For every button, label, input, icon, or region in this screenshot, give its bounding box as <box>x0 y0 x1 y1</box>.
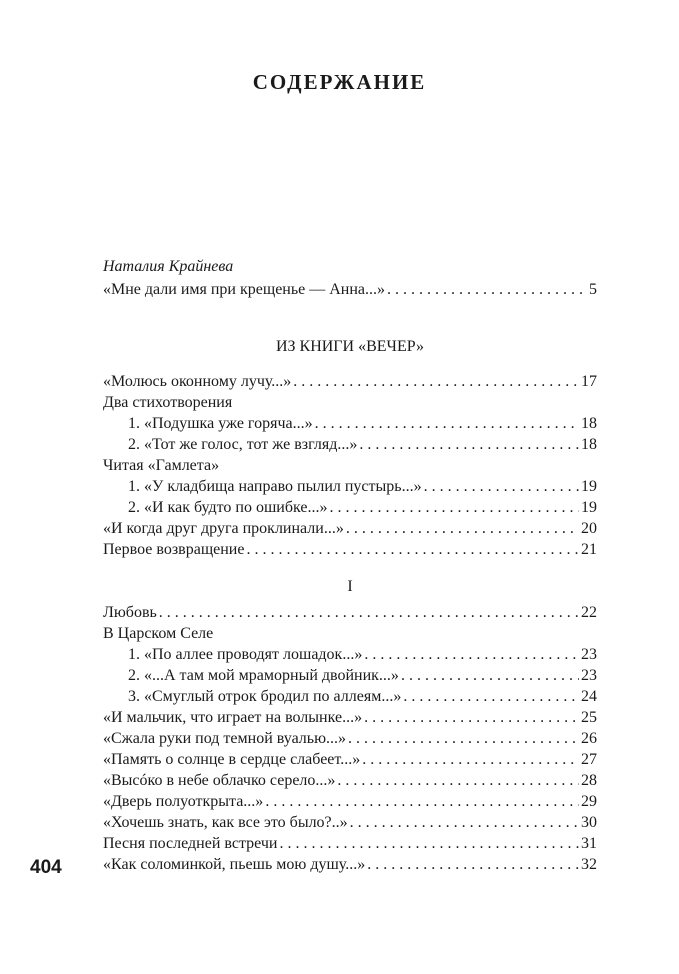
toc-group-heading: Читая «Гамлета» <box>103 457 220 474</box>
leader-dots <box>293 371 579 392</box>
toc-entry-label: 1. «По аллее проводят лошадок...» <box>128 646 363 663</box>
leader-dots <box>350 812 579 833</box>
leader-dots <box>401 665 579 686</box>
toc-entry-page: 28 <box>581 772 597 789</box>
toc-entry-page: 17 <box>581 373 597 390</box>
leader-dots <box>329 497 579 518</box>
toc-entry-page: 29 <box>581 793 597 810</box>
leader-dots <box>279 833 579 854</box>
toc-entry[interactable] <box>103 749 597 770</box>
toc-entry-page: 21 <box>581 541 597 558</box>
toc-entry[interactable] <box>128 476 597 497</box>
toc-entry[interactable] <box>103 728 597 749</box>
toc-entry[interactable] <box>103 602 597 623</box>
toc-entry-label: «Мне дали имя при крещенье — Анна...» <box>103 281 386 298</box>
leader-dots <box>337 770 579 791</box>
toc-entry-label: Песня последней встречи <box>103 835 278 852</box>
leader-dots <box>246 539 579 560</box>
section-heading-vecher: ИЗ КНИГИ «ВЕЧЕР» <box>275 338 425 355</box>
toc-entry-label: «Память о солнце в сердце слабеет...» <box>103 751 361 768</box>
toc-entry-label: «Хочешь знать, как все это было?..» <box>103 814 348 831</box>
toc-entry[interactable] <box>103 770 597 791</box>
toc-entry-page: 27 <box>581 751 597 768</box>
toc-entry[interactable] <box>103 791 597 812</box>
toc-entry-page: 18 <box>581 436 597 453</box>
toc-entry-label: «Как соломинкой, пьешь мою душу...» <box>103 856 366 873</box>
toc-entry[interactable] <box>128 497 597 518</box>
toc-entry-page: 25 <box>581 709 597 726</box>
leader-dots <box>403 686 579 707</box>
toc-entry[interactable] <box>103 707 597 728</box>
toc-entry[interactable] <box>103 854 597 875</box>
toc-entry[interactable] <box>128 434 597 455</box>
leader-dots <box>315 413 579 434</box>
leader-dots <box>265 791 579 812</box>
intro-author: Наталия Крайнева <box>103 258 234 275</box>
toc-entry-page: 19 <box>581 499 597 516</box>
toc-entry-page: 31 <box>581 835 597 852</box>
toc-entry-page: 26 <box>581 730 597 747</box>
leader-dots <box>362 749 579 770</box>
toc-entry-page: 23 <box>581 667 597 684</box>
leader-dots <box>364 644 579 665</box>
toc-entry-label: Любовь <box>103 604 157 621</box>
toc-entry[interactable] <box>128 665 597 686</box>
toc-entry-label: Первое возвращение <box>103 541 245 558</box>
page-folio: 404 <box>30 857 62 878</box>
toc-entry-page: 30 <box>581 814 597 831</box>
toc-entry[interactable] <box>103 371 597 392</box>
toc-entry[interactable] <box>128 413 597 434</box>
toc-entry[interactable] <box>128 686 597 707</box>
toc-entry-page: 5 <box>589 281 597 298</box>
toc-entry-page: 23 <box>581 646 597 663</box>
page-title: СОДЕРЖАНИЕ <box>252 70 427 94</box>
toc-entry-page: 19 <box>581 478 597 495</box>
toc-entry-label: 2. «Тот же голос, тот же взгляд...» <box>128 436 358 453</box>
toc-entry[interactable] <box>128 644 597 665</box>
leader-dots <box>367 854 579 875</box>
leader-dots <box>424 476 579 497</box>
toc-entry[interactable] <box>103 539 597 560</box>
toc-entry[interactable] <box>103 812 597 833</box>
leader-dots <box>387 279 587 300</box>
leader-dots <box>359 434 579 455</box>
toc-entry-page: 22 <box>581 604 597 621</box>
toc-entry-page: 18 <box>581 415 597 432</box>
toc-entry-label: 1. «Подушка уже горяча...» <box>128 415 313 432</box>
section-heading-one: I <box>347 578 353 595</box>
toc-entry-page: 24 <box>581 688 597 705</box>
toc-group-heading: Два стихотворения <box>103 394 233 411</box>
toc-entry-label: «Сжала руки под темной вуалью...» <box>103 730 347 747</box>
leader-dots <box>364 707 579 728</box>
toc-entry-label: «И мальчик, что играет на волынке...» <box>103 709 363 726</box>
toc-entry-label: «Дверь полуоткрыта...» <box>103 793 264 810</box>
leader-dots <box>346 518 579 539</box>
toc-entry-label: 2. «И как будто по ошибке...» <box>128 499 328 516</box>
toc-entry-label: 3. «Смуглый отрок бродил по аллеям...» <box>128 688 402 705</box>
toc-entry-label: «Высóко в небе облачко серело...» <box>103 772 336 789</box>
toc-entry-page: 32 <box>581 856 597 873</box>
toc-entry-label: 2. «...А там мой мраморный двойник...» <box>128 667 399 684</box>
leader-dots <box>348 728 579 749</box>
leader-dots <box>159 602 579 623</box>
toc-entry[interactable] <box>103 518 597 539</box>
toc-group-heading: В Царском Селе <box>103 625 214 642</box>
toc-entry-label: «И когда друг друга проклинали...» <box>103 520 344 537</box>
toc-entry-page: 20 <box>581 520 597 537</box>
toc-entry[interactable] <box>103 833 597 854</box>
toc-entry-label: «Молюсь оконному лучу...» <box>103 373 292 390</box>
toc-entry-intro[interactable] <box>103 279 597 300</box>
toc-entry-label: 1. «У кладбища направо пылил пустырь...» <box>128 478 422 495</box>
